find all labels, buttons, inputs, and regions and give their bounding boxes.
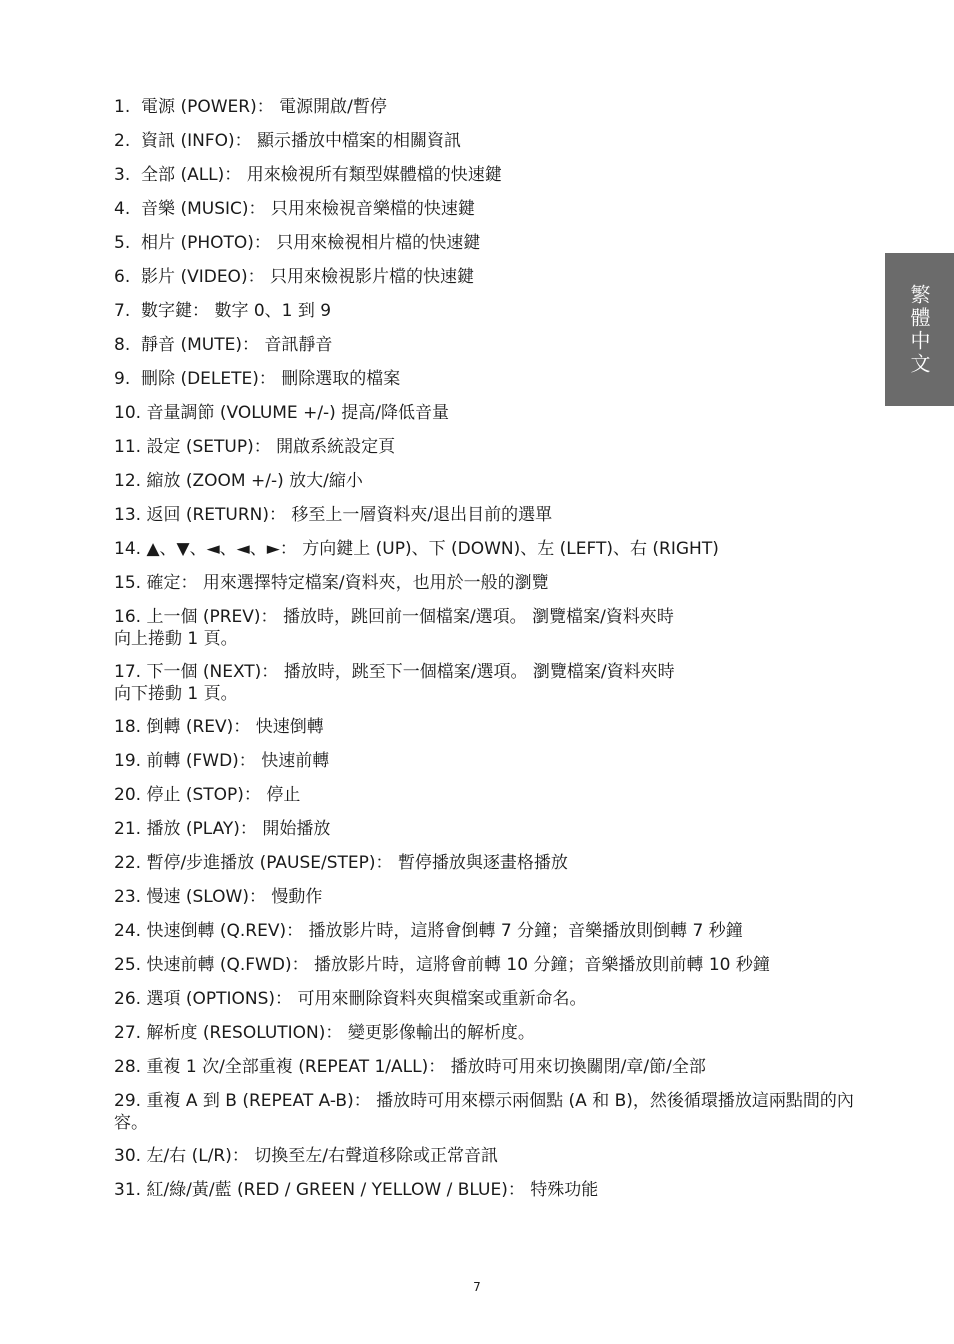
language-side-tab-label: 繁體中文: [907, 283, 931, 376]
list-item: [114, 750, 884, 772]
list-item: [114, 368, 884, 390]
item-text: 縮放 (ZOOM +/-) 放大/縮小: [146, 471, 363, 491]
item-text: 返回 (RETURN)： 移至上一層資料夾/退出目前的選單: [146, 505, 553, 525]
item-text: 下一個 (NEXT)： 播放時，跳至下一個檔案/選項。 瀏覽檔案/資料夾時: [146, 662, 675, 682]
item-text: 倒轉 (REV)： 快速倒轉: [146, 717, 324, 737]
item-number: 1.: [114, 97, 131, 117]
item-text: 停止 (STOP)： 停止: [146, 785, 301, 805]
item-number: 21.: [114, 819, 142, 839]
list-item: [114, 852, 884, 874]
item-number: 3.: [114, 165, 131, 185]
list-item: [114, 886, 884, 908]
item-text: 慢速 (SLOW)： 慢動作: [146, 887, 323, 907]
list-item: [114, 436, 884, 458]
list-item: [114, 606, 884, 650]
item-number: 25.: [114, 955, 142, 975]
list-item: [114, 1090, 884, 1134]
item-number: 2.: [114, 131, 131, 151]
item-text: 左/右 (L/R)： 切換至左/右聲道移除或正常音訊: [146, 1146, 498, 1166]
list-item: [114, 164, 884, 186]
item-number: 23.: [114, 887, 142, 907]
item-number: 28.: [114, 1057, 142, 1077]
item-text: 數字鍵： 數字 0、1 到 9: [141, 301, 332, 321]
item-number: 14.: [114, 539, 142, 559]
item-text: 選項 (OPTIONS)： 可用來刪除資料夾與檔案或重新命名。: [146, 989, 587, 1009]
item-text: 影片 (VIDEO)： 只用來檢視影片檔的快速鍵: [141, 267, 474, 287]
item-text: ▲、▼、◄、◄、►： 方向鍵上 (UP)、下 (DOWN)、左 (LEFT)、右 (RIGHT): [146, 539, 719, 559]
list-item: [114, 572, 884, 594]
item-number: 29.: [114, 1091, 142, 1111]
list-item: [114, 334, 884, 356]
list-item: [114, 198, 884, 220]
item-number: 13.: [114, 505, 142, 525]
item-text: 音樂 (MUSIC)： 只用來檢視音樂檔的快速鍵: [141, 199, 475, 219]
item-text: 確定： 用來選擇特定檔案/資料夾，也用於一般的瀏覽: [146, 573, 549, 593]
item-number: 12.: [114, 471, 142, 491]
item-text: 重複 A 到 B (REPEAT A-B)： 播放時可用來標示兩個點 (A 和 B)，然後循環播放這兩點間的內容。: [114, 1091, 854, 1133]
remote-function-list: [114, 96, 884, 1213]
item-text: 播放 (PLAY)： 開始播放: [146, 819, 331, 839]
item-text: 快速倒轉 (Q.REV)： 播放影片時，這將會倒轉 7 分鐘；音樂播放則倒轉 7 秒鐘: [146, 921, 743, 941]
item-number: 9.: [114, 369, 131, 389]
item-number: 30.: [114, 1146, 142, 1166]
item-text: 相片 (PHOTO)： 只用來檢視相片檔的快速鍵: [141, 233, 481, 253]
list-item: [114, 818, 884, 840]
item-number: 5.: [114, 233, 131, 253]
item-text: 全部 (ALL)： 用來檢視所有類型媒體檔的快速鍵: [141, 165, 502, 185]
list-item: [114, 1056, 884, 1078]
item-number: 11.: [114, 437, 142, 457]
list-item: [114, 504, 884, 526]
item-text-continuation: 向上捲動 1 頁。: [114, 629, 238, 649]
list-item: [114, 402, 884, 424]
list-item: [114, 470, 884, 492]
item-number: 27.: [114, 1023, 142, 1043]
language-side-tab: [885, 253, 954, 406]
item-number: 17.: [114, 662, 142, 682]
list-item: [114, 920, 884, 942]
item-number: 10.: [114, 403, 142, 423]
item-text: 重複 1 次/全部重複 (REPEAT 1/ALL)： 播放時可用來切換關閉/章/節/全部: [146, 1057, 706, 1077]
item-text: 紅/綠/黃/藍 (RED / GREEN / YELLOW / BLUE)： 特殊功能: [146, 1180, 599, 1200]
item-number: 15.: [114, 573, 142, 593]
list-item: [114, 232, 884, 254]
item-number: 26.: [114, 989, 142, 1009]
item-text: 電源 (POWER)： 電源開啟/暫停: [141, 97, 387, 117]
list-item: [114, 1145, 884, 1167]
item-text: 資訊 (INFO)： 顯示播放中檔案的相關資訊: [141, 131, 462, 151]
item-number: 19.: [114, 751, 142, 771]
item-number: 7.: [114, 301, 131, 321]
item-text: 前轉 (FWD)： 快速前轉: [146, 751, 330, 771]
item-number: 18.: [114, 717, 142, 737]
item-number: 24.: [114, 921, 142, 941]
item-number: 16.: [114, 607, 142, 627]
list-item: [114, 1022, 884, 1044]
item-number: 4.: [114, 199, 131, 219]
item-text: 刪除 (DELETE)： 刪除選取的檔案: [141, 369, 401, 389]
list-item: [114, 988, 884, 1010]
item-text: 解析度 (RESOLUTION)： 變更影像輸出的解析度。: [146, 1023, 535, 1043]
list-item: [114, 661, 884, 705]
list-item: [114, 716, 884, 738]
item-text: 靜音 (MUTE)： 音訊靜音: [141, 335, 333, 355]
item-text: 快速前轉 (Q.FWD)： 播放影片時，這將會前轉 10 分鐘；音樂播放則前轉 10 秒鐘: [146, 955, 770, 975]
item-text: 暫停/步進播放 (PAUSE/STEP)： 暫停播放與逐畫格播放: [146, 853, 568, 873]
list-item: [114, 954, 884, 976]
item-number: 31.: [114, 1180, 142, 1200]
item-text-continuation: 向下捲動 1 頁。: [114, 684, 238, 704]
page-number: 7: [473, 1280, 481, 1294]
list-item: [114, 784, 884, 806]
item-text: 音量調節 (VOLUME +/-) 提高/降低音量: [146, 403, 449, 423]
list-item: [114, 266, 884, 288]
item-number: 22.: [114, 853, 142, 873]
item-number: 8.: [114, 335, 131, 355]
item-number: 20.: [114, 785, 142, 805]
item-number: 6.: [114, 267, 131, 287]
list-item: [114, 300, 884, 322]
item-text: 設定 (SETUP)： 開啟系統設定頁: [146, 437, 396, 457]
list-item: [114, 1179, 884, 1201]
list-item: [114, 96, 884, 118]
item-text: 上一個 (PREV)： 播放時，跳回前一個檔案/選項。 瀏覽檔案/資料夾時: [146, 607, 674, 627]
list-item: [114, 130, 884, 152]
list-item: [114, 538, 884, 560]
